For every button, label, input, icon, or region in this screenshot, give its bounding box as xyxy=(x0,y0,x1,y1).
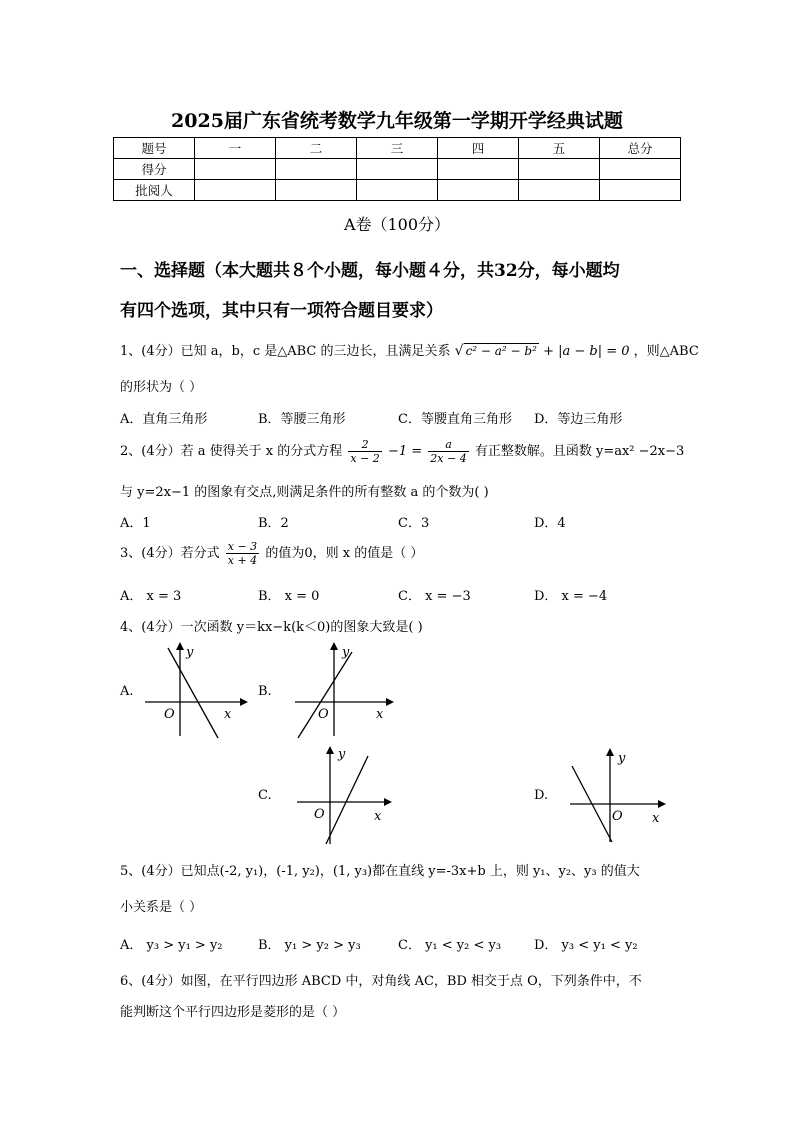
table-cell: 二 xyxy=(276,138,357,159)
q5-option-b: B． y₁ > y₂ > y₃ xyxy=(258,938,361,953)
q2-option-d: D．4 xyxy=(534,516,566,531)
graph-d xyxy=(566,744,676,844)
question-2-mid: −1 = xyxy=(387,444,423,459)
x-label: x xyxy=(224,707,232,722)
question-5-line2: 小关系是（ ） xyxy=(120,900,203,915)
table-cell xyxy=(357,180,438,201)
q1-option-a: A．直角三角形 xyxy=(120,412,208,427)
table-cell: 五 xyxy=(519,138,600,159)
function-line xyxy=(168,648,218,738)
q4-option-d-label: D. xyxy=(534,788,549,803)
q5-option-c: C． y₁ < y₂ < y₃ xyxy=(398,938,502,953)
x-label: x xyxy=(374,809,382,824)
table-cell: 总分 xyxy=(600,138,681,159)
table-cell: 三 xyxy=(357,138,438,159)
graph-c xyxy=(292,742,402,847)
y-axis-arrow xyxy=(326,746,334,754)
y-label: y xyxy=(342,645,350,660)
score-table xyxy=(113,137,681,201)
x-axis-arrow xyxy=(386,698,394,706)
table-cell xyxy=(438,159,519,180)
table-row xyxy=(114,180,681,201)
x-label: x xyxy=(376,707,384,722)
origin-label: O xyxy=(314,807,325,822)
question-3-prefix: 3、(4分）若分式 xyxy=(120,546,220,561)
question-4-text: 4、(4分）一次函数 y＝kx−k(k＜0)的图象大致是( ) xyxy=(120,620,423,635)
table-cell: 题号 xyxy=(114,138,195,159)
table-row xyxy=(114,159,681,180)
table-cell xyxy=(438,180,519,201)
y-axis-arrow xyxy=(176,642,184,650)
question-1-abs: + |a − b| = 0 xyxy=(543,344,630,359)
question-1-prefix: 1、(4分）已知 a，b，c 是△ABC 的三边长，且满足关系 xyxy=(120,344,451,359)
q4-option-a-label: A. xyxy=(120,684,134,699)
question-2-line2: 与 y=2x−1 的图象有交点,则满足条件的所有整数 a 的个数为( ) xyxy=(120,485,489,500)
y-axis-arrow xyxy=(330,642,338,650)
y-axis-arrow xyxy=(606,748,614,756)
graph-a xyxy=(140,640,250,740)
question-2-fraction-1: $\frac{2}{x - 2}$ xyxy=(350,438,380,465)
table-cell xyxy=(600,159,681,180)
question-2-suffix: 有正整数解。且函数 y=ax² −2x−3 xyxy=(474,444,685,459)
q4-option-c-label: C. xyxy=(258,788,272,803)
question-1-sqrt: c² − a² − b² xyxy=(465,344,537,358)
table-cell: 得分 xyxy=(114,159,195,180)
x-axis-arrow xyxy=(384,798,392,806)
y-label: y xyxy=(338,747,346,762)
q4-option-b-label: B. xyxy=(258,684,272,699)
table-cell: 批阅人 xyxy=(114,180,195,201)
question-1-line2: 的形状为（ ） xyxy=(120,380,203,395)
q2-option-b: B．2 xyxy=(258,516,289,531)
y-label: y xyxy=(186,645,194,660)
q2-option-a: A．1 xyxy=(120,516,151,531)
y-label: y xyxy=(618,751,626,766)
question-2-fraction-2: $\frac{a}{2x - 4}$ xyxy=(430,438,467,465)
x-axis-arrow xyxy=(658,800,666,808)
section-heading-line1: 一、选择题（本大题共８个小题，每小题４分，共32分，每小题均 xyxy=(120,261,620,281)
q1-option-d: D．等边三角形 xyxy=(534,412,623,427)
q3-option-c: C． x = −3 xyxy=(398,589,471,604)
exam-title: 2025届广东省统考数学九年级第一学期开学经典试题 xyxy=(171,110,623,132)
q3-option-d: D． x = −4 xyxy=(534,589,608,604)
q2-option-c: C．3 xyxy=(398,516,430,531)
table-cell xyxy=(357,159,438,180)
section-heading-line2: 有四个选项，其中只有一项符合题目要求） xyxy=(120,301,443,321)
question-6-line1: 6、(4分）如图，在平行四边形 ABCD 中，对角线 AC，BD 相交于点 O，下列条件中，不 xyxy=(120,974,642,989)
question-3-line1 xyxy=(120,540,423,567)
question-2-prefix: 2、(4分）若 a 使得关于 x 的分式方程 xyxy=(120,444,343,459)
question-5-line1: 5、(4分）已知点(-2, y₁)，(-1, y₂)，(1, y₃)都在直线 y=-3x+b 上，则 y₁、y₂、y₃ 的值大 xyxy=(120,864,640,879)
question-2-line1 xyxy=(120,438,684,465)
origin-label: O xyxy=(612,809,623,824)
question-3-fraction: $\frac{x - 3}{x + 4}$ xyxy=(227,540,258,567)
graph-b xyxy=(290,640,400,740)
q5-option-d: D． y₃ < y₁ < y₂ xyxy=(534,938,638,953)
table-cell xyxy=(195,159,276,180)
score-table-header-row xyxy=(114,138,681,159)
q1-option-b: B．等腰三角形 xyxy=(258,412,346,427)
q3-option-a: A． x = 3 xyxy=(120,589,182,604)
section-subtitle: A卷（100分） xyxy=(343,215,451,234)
table-cell xyxy=(195,180,276,201)
q1-option-c: C．等腰直角三角形 xyxy=(398,412,512,427)
question-6-line2: 能判断这个平行四边形是菱形的是（ ） xyxy=(120,1005,346,1020)
table-cell xyxy=(276,159,357,180)
question-1-line1: 1、(4分）已知 a，b，c 是△ABC 的三边长，且满足关系 √ c² − a² − b² + |a − b| = 0 ，则△ABC xyxy=(120,343,699,359)
origin-label: O xyxy=(318,707,329,722)
function-line xyxy=(326,756,368,844)
table-cell: 四 xyxy=(438,138,519,159)
x-axis-arrow xyxy=(240,698,248,706)
table-cell xyxy=(276,180,357,201)
question-1-suffix: ，则△ABC xyxy=(633,344,699,359)
origin-label: O xyxy=(164,707,175,722)
x-label: x xyxy=(652,811,660,826)
function-line xyxy=(298,652,352,738)
table-cell xyxy=(519,180,600,201)
q3-option-b: B． x = 0 xyxy=(258,589,320,604)
table-cell: 一 xyxy=(195,138,276,159)
table-cell xyxy=(519,159,600,180)
question-3-suffix: 的值为0，则 x 的值是（ ） xyxy=(265,546,424,561)
table-cell xyxy=(600,180,681,201)
q5-option-a: A． y₃ > y₁ > y₂ xyxy=(120,938,223,953)
